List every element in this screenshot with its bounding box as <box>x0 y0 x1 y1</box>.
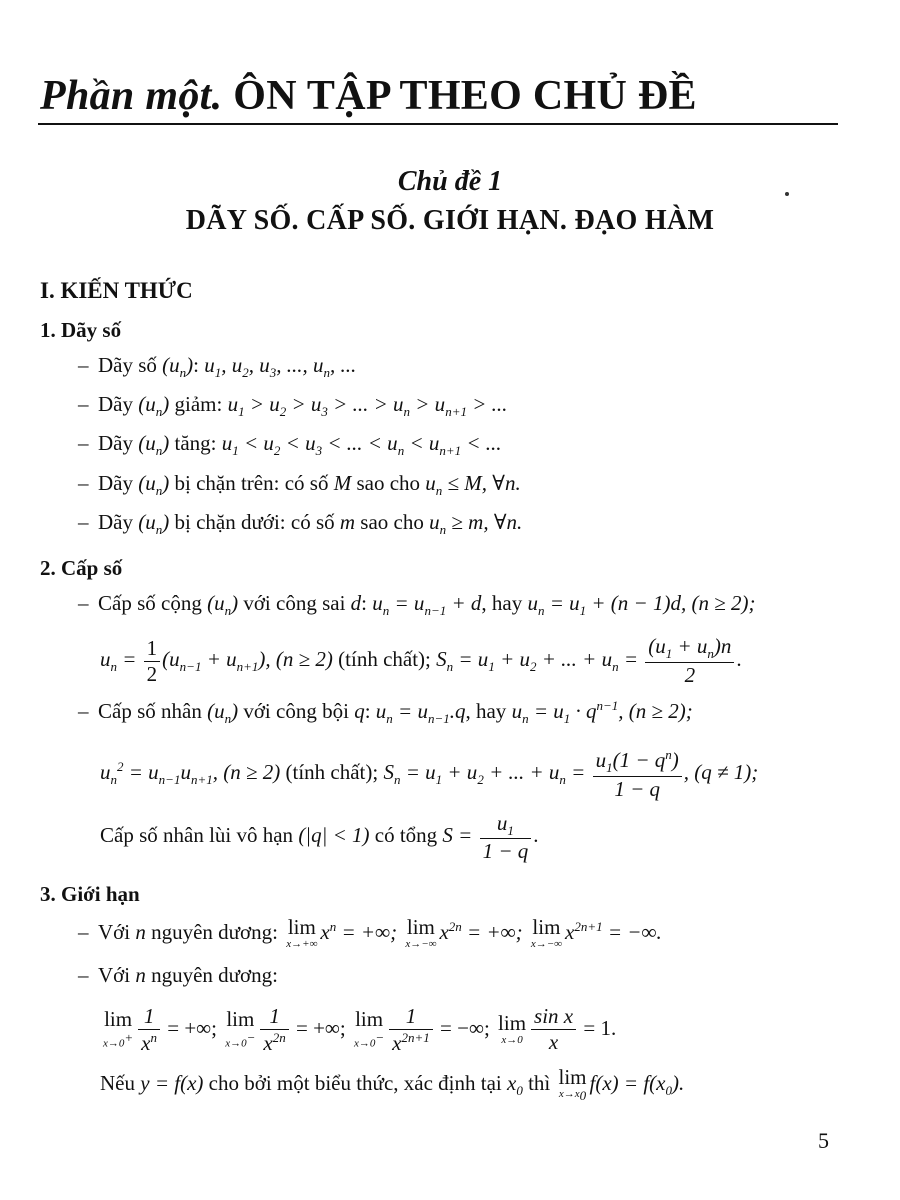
stray-dot <box>785 192 789 196</box>
geometric-properties: $u_n^2 = u_{n-1}u_{n+1}$, (n ≥ 2) (tính chất); $S_n = u_1 + u_2$ + ... + $u_n$ = $\frac{u_1(1 - q^n)}{1 - q}$ , (q ≠ 1); <box>100 747 759 801</box>
topic-title: DÃY SỐ. CẤP SỐ. GIỚI HẠN. ĐẠO HÀM <box>185 205 715 236</box>
section-heading: I. KIẾN THỨC <box>40 278 193 303</box>
page-title <box>40 72 697 120</box>
infinite-geometric-sum: Cấp số nhân lùi vô hạn (|q| < 1) có tổng S = $\frac{u_1}{1 - q}$ . <box>100 810 539 864</box>
sequence-definition: – Dãy số $(u_n)$: $u_1$, $u_2$, $u_3$, ..., $u_n$, ... <box>78 353 357 381</box>
increasing-sequence: – Dãy $(u_n)$ tăng: $u_1 < u_2 < u_3$ < ... < $u_n < u_{n+1}$ < ... <box>78 431 502 459</box>
bounded-above: – Dãy $(u_n)$ bị chặn trên: có số M sao cho $u_n \le M$, ∀n. <box>78 470 521 498</box>
title-rule <box>38 123 838 125</box>
subsection-1-heading: 1. Dãy số <box>40 318 122 342</box>
part-label: Phần một. <box>40 73 223 119</box>
arithmetic-properties: $u_n$ = $\frac{1}{2}$ $(u_{n-1} + u_{n+1})$, (n ≥ 2) (tính chất); $S_n = u_1 + u_2$ + ... + $u_n$ = $\frac{(u_1 + u_n)n}{2}$ . <box>100 634 742 688</box>
subsection-3-heading: 3. Giới hạn <box>40 882 140 907</box>
continuity-limit: Nếu y = f(x) cho bởi một biểu thức, xác định tại $x_0$ thì lim $x\to x_0$ $f(x) = f(x_0)$. <box>100 1064 685 1103</box>
topic-label: Chủ đề 1 <box>397 166 503 197</box>
limits-rational: lim x→0+ $\frac{1}{x^n}$ = +∞; lim x→0− $\frac{1}{x^{2n}}$ = +∞; lim x→0− $\frac{1}{x^{2n+1}}$ = −∞; lim x→0 $\frac{\text{sin x}}{x}$ = 1. <box>103 1003 617 1055</box>
page-number: 5 <box>818 1128 829 1153</box>
decreasing-sequence: – Dãy $(u_n)$ giảm: $u_1 > u_2 > u_3$ > ... > $u_n > u_{n+1}$ > ... <box>78 392 508 420</box>
geometric-progression: – Cấp số nhân $(u_n)$ với công bội q: $u_n = u_{n-1}.q$, hay $u_n = u_1 \cdot q^{n-1}$, (n ≥ 2); <box>78 698 693 727</box>
part-title: ÔN TẬP THEO CHỦ ĐỀ <box>233 73 697 119</box>
subsection-2-heading: 2. Cấp số <box>40 555 123 580</box>
limits-rational-intro: – Với n nguyên dương: <box>78 962 279 987</box>
limits-polynomial: – Với n nguyên dương: lim x→+∞ $x^n$ = +∞; lim x→−∞ $x^{2n}$ = +∞; lim x→−∞ $x^{2n+1}$ = −∞. <box>78 915 662 951</box>
bounded-below: – Dãy $(u_n)$ bị chặn dưới: có số m sao cho $u_n \ge m$, ∀n. <box>78 509 523 537</box>
content <box>40 278 860 1113</box>
arithmetic-progression: – Cấp số cộng $(u_n)$ với công sai d: $u_n = u_{n-1} + d$, hay $u_n = u_1 + (n - 1)d$, (n ≥ 2); <box>78 590 756 619</box>
